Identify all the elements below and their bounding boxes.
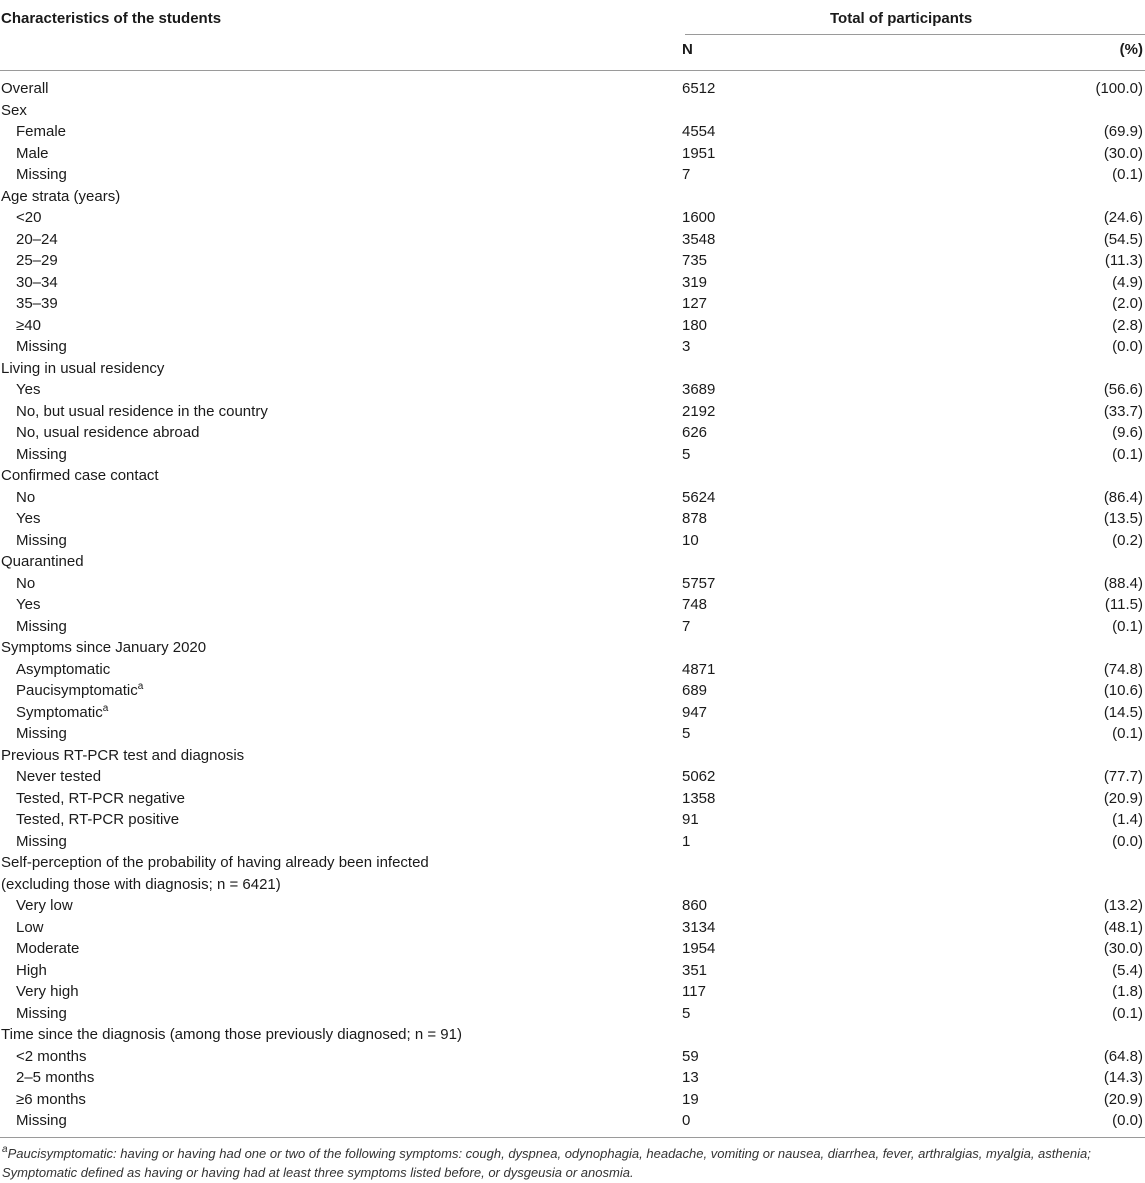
row-label-text: Missing: [16, 166, 67, 183]
table-row: [0, 78, 1145, 100]
row-label: [16, 981, 79, 1003]
row-label-text: ≥6 months: [16, 1090, 86, 1108]
row-label: [1, 358, 164, 380]
row-label: [16, 530, 67, 552]
row-label-text: Quarantined: [1, 553, 84, 570]
row-percent: (33.7): [1103, 402, 1143, 420]
row-label: [16, 616, 67, 638]
row-label: [16, 680, 143, 702]
column-header-n: N: [682, 41, 693, 58]
row-label-text: No: [16, 574, 36, 592]
row-percent: (1.8): [1112, 983, 1143, 1000]
row-label-text: Missing: [16, 1004, 67, 1022]
table-row: [0, 1024, 1145, 1046]
table-row: [0, 315, 1145, 337]
row-label-text: Missing: [16, 832, 67, 850]
column-header-characteristics: Characteristics of the students: [1, 10, 222, 27]
row-label-text: Tested, RT-PCR negative: [16, 789, 185, 807]
row-label: [16, 336, 67, 358]
row-label: [16, 938, 79, 960]
table-row: [0, 573, 1145, 595]
row-percent: (2.0): [1112, 295, 1143, 312]
row-percent: (0.1): [1112, 166, 1143, 183]
row-label-text: Confirmed case contact: [1, 467, 159, 484]
row-label-text: Previous RT-PCR test and diagnosis: [1, 746, 245, 764]
row-label-text: Yes: [16, 510, 41, 527]
row-label-text: Missing: [16, 445, 67, 463]
row-label-text: Yes: [16, 381, 41, 398]
row-label-text: Missing: [16, 338, 67, 355]
table-row: [0, 186, 1145, 208]
table-row: [0, 637, 1145, 659]
row-label: [16, 379, 40, 401]
row-count: 3: [682, 338, 691, 355]
table-row: [0, 680, 1145, 702]
row-label-text: 35–39: [16, 295, 58, 312]
row-count: 117: [682, 983, 706, 1000]
row-count: 3134: [682, 918, 716, 936]
table-row: [0, 121, 1145, 143]
table-row: [0, 723, 1145, 745]
table-row: [0, 229, 1145, 251]
row-count: 351: [682, 961, 708, 979]
row-label-text: No, usual residence abroad: [16, 424, 200, 441]
row-percent: (1.4): [1112, 811, 1143, 828]
row-label: [1, 100, 27, 122]
row-count: 13: [682, 1069, 699, 1086]
row-label: [16, 573, 35, 595]
table-row: [0, 594, 1145, 616]
row-label-text: Asymptomatic: [16, 660, 111, 678]
row-label-text: Overall: [1, 80, 49, 97]
row-label: [16, 164, 67, 186]
row-percent: (86.4): [1103, 488, 1143, 506]
row-percent: (14.5): [1103, 703, 1143, 721]
row-label-text: No, but usual residence in the country: [16, 402, 268, 420]
row-label-text: No: [16, 488, 36, 506]
row-label: [16, 401, 268, 423]
row-label-text: Missing: [16, 617, 67, 635]
row-label-text: Tested, RT-PCR positive: [16, 811, 180, 828]
row-count: 689: [682, 682, 708, 699]
row-label: [16, 143, 49, 165]
row-label-text: <2 months: [16, 1047, 87, 1065]
row-count: 180: [682, 316, 708, 334]
table-row: [0, 100, 1145, 122]
row-label: [1, 745, 244, 767]
row-label: [16, 1110, 67, 1132]
table-row: [0, 143, 1145, 165]
row-label-text: Female: [16, 123, 67, 140]
row-percent: (14.3): [1103, 1069, 1143, 1086]
row-count: 1954: [682, 940, 716, 957]
row-percent: (0.1): [1112, 617, 1143, 635]
row-label: [1, 874, 281, 896]
row-percent: (9.6): [1112, 424, 1143, 441]
row-count: 5: [682, 1004, 691, 1022]
row-percent: (64.8): [1103, 1047, 1143, 1065]
row-count: 3548: [682, 230, 716, 248]
table-row: [0, 336, 1145, 358]
row-count: 7: [682, 166, 691, 183]
table-row: [0, 960, 1145, 982]
table-row: [0, 981, 1145, 1003]
row-percent: (11.3): [1104, 252, 1143, 269]
footnote-text: Paucisymptomatic: having or having had one or two of the following symptoms: cough, dyspnea, odynophagia, headache, vomiting or nausea, diarrhea, fever, arthralgias, myalgia, asthenia; Symptomatic defined as having or having had at least three symptoms listed before, or dysgeusia or anosmia.: [2, 1146, 1091, 1180]
row-percent: (13.2): [1103, 897, 1143, 914]
row-count: 2192: [682, 402, 716, 420]
row-count: 127: [682, 295, 708, 312]
row-label: [16, 917, 44, 939]
row-label-text: Missing: [16, 725, 67, 742]
row-label-text: Yes: [16, 596, 41, 613]
footnote-marker: a: [2, 1144, 8, 1155]
table-header: [0, 0, 1145, 71]
table-row: [0, 551, 1145, 573]
row-label: [16, 1003, 67, 1025]
row-count: 10: [682, 531, 699, 549]
table-row: [0, 508, 1145, 530]
table-row: [0, 465, 1145, 487]
row-percent: (0.0): [1112, 832, 1143, 850]
row-count: 6512: [682, 80, 716, 97]
row-label: [16, 422, 199, 444]
row-count: 860: [682, 897, 708, 914]
table-row: [0, 207, 1145, 229]
table-body: [0, 78, 1145, 1132]
row-label: [16, 1046, 86, 1068]
row-label-text: Age strata (years): [1, 187, 121, 205]
row-percent: (0.2): [1112, 531, 1143, 549]
row-count: 735: [682, 252, 708, 269]
row-percent: (48.1): [1103, 918, 1143, 936]
table-row: [0, 487, 1145, 509]
row-label-text: Moderate: [16, 940, 80, 957]
row-label-text: ≥40: [16, 316, 41, 334]
row-label: [16, 487, 35, 509]
table-row: [0, 530, 1145, 552]
row-percent: (24.6): [1103, 209, 1143, 226]
row-label: [16, 229, 58, 251]
row-count: 0: [682, 1112, 691, 1129]
row-count: 1358: [682, 789, 716, 807]
row-label: [16, 594, 40, 616]
row-label-text: Male: [16, 144, 49, 162]
row-percent: (30.0): [1103, 144, 1143, 162]
row-percent: (77.7): [1103, 768, 1143, 785]
row-count: 5624: [682, 488, 716, 506]
row-label-text: 30–34: [16, 273, 58, 291]
row-percent: (4.9): [1112, 273, 1143, 291]
row-count: 91: [682, 811, 699, 828]
table-row: [0, 702, 1145, 724]
row-label-text: Low: [16, 918, 44, 936]
table-row: [0, 272, 1145, 294]
table-row: [0, 659, 1145, 681]
row-label: [16, 788, 185, 810]
row-label-text: <20: [16, 209, 42, 226]
row-percent: (5.4): [1112, 961, 1143, 979]
row-count: 1951: [682, 144, 716, 162]
table-row: [0, 788, 1145, 810]
column-header-percent: (%): [1119, 41, 1143, 58]
row-label-text: Self-perception of the probability of having already been infected: [1, 854, 429, 871]
row-label-text: Paucisymptomatic: [16, 682, 138, 699]
table-row: [0, 422, 1145, 444]
row-count: 3689: [682, 381, 716, 398]
table-row: [0, 401, 1145, 423]
row-label: [16, 272, 58, 294]
table-row: [0, 874, 1145, 896]
row-label-text: 20–24: [16, 230, 58, 248]
row-label: [16, 895, 73, 917]
row-count: 748: [682, 596, 708, 613]
row-label-text: Very low: [16, 897, 73, 914]
table-row: [0, 1110, 1145, 1132]
row-label: [1, 637, 206, 659]
row-count: 5: [682, 725, 691, 742]
row-count: 5: [682, 445, 691, 463]
table-row: [0, 1046, 1145, 1068]
row-label: [16, 766, 101, 788]
row-label-text: Symptomatic: [16, 703, 103, 721]
row-label-text: Sex: [1, 101, 27, 119]
row-label: [1, 186, 120, 208]
row-percent: (10.6): [1103, 682, 1143, 699]
table-row: [0, 379, 1145, 401]
table-row: [0, 938, 1145, 960]
row-label: [16, 723, 67, 745]
row-label-text: Missing: [16, 1112, 67, 1129]
row-percent: (100.0): [1095, 80, 1143, 97]
row-label: [16, 444, 67, 466]
row-label: [16, 121, 66, 143]
row-percent: (74.8): [1103, 660, 1143, 678]
table-row: [0, 745, 1145, 767]
table-row: [0, 1089, 1145, 1111]
row-percent: (88.4): [1103, 574, 1143, 592]
row-percent: (0.0): [1112, 338, 1143, 355]
row-label: [16, 508, 40, 530]
row-percent: (56.6): [1103, 381, 1143, 398]
row-label-text: Symptoms since January 2020: [1, 639, 207, 656]
row-count: 59: [682, 1047, 699, 1065]
row-count: 947: [682, 703, 708, 721]
row-count: 4871: [682, 660, 716, 678]
row-count: 5757: [682, 574, 716, 592]
row-label: [16, 250, 58, 272]
row-count: 19: [682, 1090, 699, 1108]
row-count: 4554: [682, 123, 716, 140]
row-label: [16, 315, 41, 337]
row-count: 7: [682, 617, 691, 635]
row-label: [16, 809, 179, 831]
row-label: [16, 960, 47, 982]
row-label-text: Living in usual residency: [1, 359, 165, 377]
row-percent: (20.9): [1103, 789, 1143, 807]
row-percent: (69.9): [1103, 123, 1143, 140]
row-label: [1, 1024, 462, 1046]
table-row: [0, 1003, 1145, 1025]
row-label-text: (excluding those with diagnosis; n = 6421): [1, 875, 281, 893]
row-label-text: Time since the diagnosis (among those previously diagnosed; n = 91): [1, 1026, 462, 1043]
row-percent: (54.5): [1103, 230, 1143, 248]
row-percent: (30.0): [1103, 940, 1143, 957]
row-label: [1, 465, 159, 487]
row-label-text: Very high: [16, 983, 79, 1000]
row-count: 1600: [682, 209, 716, 226]
table-footnote: [0, 1137, 1145, 1182]
row-label: [1, 852, 429, 874]
header-divider: [685, 34, 1145, 35]
row-label: [16, 1089, 86, 1111]
row-label-text: High: [16, 961, 47, 979]
row-percent: (0.1): [1112, 445, 1143, 463]
table-row: [0, 444, 1145, 466]
row-count: 878: [682, 510, 708, 527]
table-row: [0, 164, 1145, 186]
table-row: [0, 250, 1145, 272]
row-label: [1, 551, 84, 573]
row-label: [16, 207, 41, 229]
row-count: 1: [682, 832, 691, 850]
table-row: [0, 766, 1145, 788]
row-label: [16, 659, 110, 681]
row-percent: (20.9): [1103, 1090, 1143, 1108]
table-row: [0, 809, 1145, 831]
table-row: [0, 831, 1145, 853]
row-percent: (0.1): [1112, 1004, 1143, 1022]
table-row: [0, 616, 1145, 638]
row-label-text: Missing: [16, 531, 67, 549]
row-count: 5062: [682, 768, 716, 785]
row-percent: (13.5): [1103, 510, 1143, 527]
table-row: [0, 917, 1145, 939]
table-row: [0, 1067, 1145, 1089]
row-label-text: Never tested: [16, 768, 102, 785]
row-label: [16, 293, 58, 315]
table-row: [0, 358, 1145, 380]
row-percent: (2.8): [1112, 316, 1143, 334]
row-label: [16, 702, 108, 724]
row-footnote-marker: a: [102, 702, 109, 714]
row-percent: (0.1): [1112, 725, 1143, 742]
row-count: 319: [682, 273, 708, 291]
row-label: [16, 831, 67, 853]
column-header-total: Total of participants: [830, 10, 973, 27]
table-row: [0, 852, 1145, 874]
row-label: [16, 1067, 94, 1089]
row-label: [1, 78, 49, 100]
row-count: 626: [682, 424, 708, 441]
row-percent: (11.5): [1104, 596, 1143, 613]
table-row: [0, 895, 1145, 917]
row-label-text: 2–5 months: [16, 1069, 95, 1086]
row-footnote-marker: a: [137, 681, 144, 692]
row-percent: (0.0): [1112, 1112, 1143, 1129]
row-label-text: 25–29: [16, 252, 58, 269]
table-row: [0, 293, 1145, 315]
